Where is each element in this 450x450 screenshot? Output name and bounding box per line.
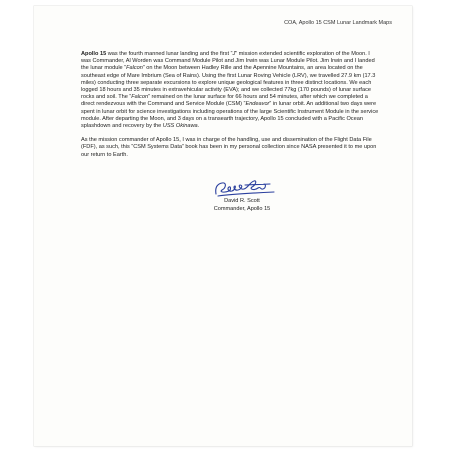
text-segment: ” on the Moon between Hadley Rille and the Apennine Mountains, an area located on the southeast edge of Mare Imbrium (Sea of Rains). Using the first Lunar Roving Vehicle (LRV), we travelled 27.9 km (17.3 miles) conducting three separate excursions to explore unique geological features in three distinct locations. We each logged 18 hours and 35 minutes in extravehicular activity (EVA); and we collected 77kg (170 pounds) of lunar surface rocks and soil. The “ — [81, 65, 376, 101]
signature-mark — [182, 176, 302, 200]
italic-term: Falcon — [126, 65, 143, 72]
mission-name-lead: Apollo 15 — [81, 51, 107, 57]
signer-name: David R. Scott — [224, 198, 260, 204]
italic-term: J — [232, 51, 236, 57]
paragraph-mission-summary — [81, 51, 379, 130]
paragraph-provenance: As the mission commander of Apollo 15, I was in charge of the handling, use and dissemination of the Flight Data File (FDF), as such, this “CSM Systems Data” book has been in my personal collection since NASA presented it to me upon our return to Earth. — [81, 137, 377, 158]
text-segment: . — [197, 123, 200, 130]
text-segment: ” mission extended scientific exploration of the Moon. I was Commander, Al Worden was Command Module Pilot and Jim Irwin was Lunar Module Pilot. Jim Irwin and I landed the lunar module “ — [81, 51, 375, 72]
text-segment: was the fourth manned lunar landing and the first “ — [106, 51, 233, 57]
italic-term: Endeavor — [245, 101, 270, 108]
signature-block — [182, 176, 302, 216]
signer-title: Commander, Apollo 15 — [213, 206, 271, 212]
text-segment: ” remained on the lunar surface for 66 hours and 54 minutes, after which we completed a direct rendezvous with the Command and Service Module (CSM) “ — [81, 94, 368, 108]
italic-term: Falcon — [131, 94, 149, 101]
italic-term: USS Okinawa — [162, 123, 198, 130]
letter-page — [34, 6, 412, 446]
text-segment: ” in lunar orbit. An additional two days were spent in lunar orbit for science investigations including operations of the large Scientific Instrument Module in the service module. After departing the Moon, and 3 days on a transearth trajectory, Apollo 15 concluded with a Pacific Ocean splashdown and recovery by the — [81, 101, 379, 130]
letter-body — [81, 51, 379, 159]
page-header: COA, Apollo 15 CSM Lunar Landmark Maps — [284, 20, 392, 26]
